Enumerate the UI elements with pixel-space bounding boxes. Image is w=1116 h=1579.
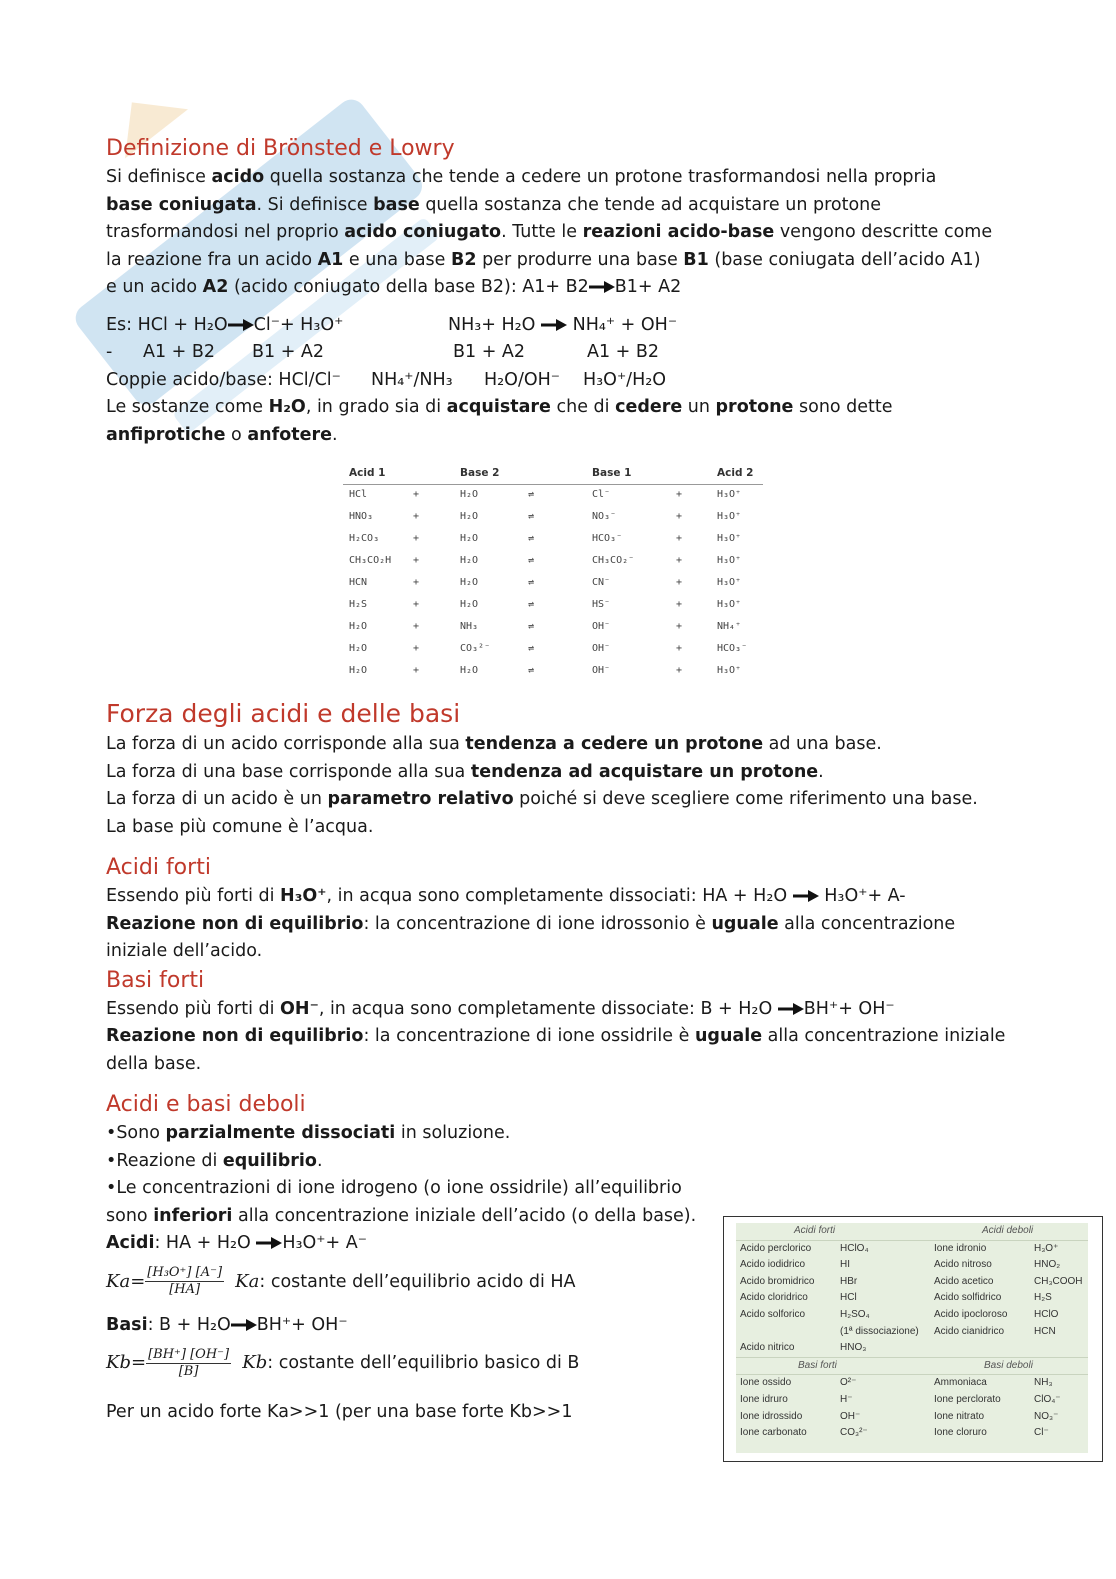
heading-strong-bases: Basi forti: [106, 967, 205, 993]
table-cell: +: [413, 577, 420, 588]
table-cell: Cl⁻: [592, 489, 611, 500]
table-cell: H₃O⁺: [717, 665, 742, 676]
table-cell: Ione ossido: [740, 1377, 792, 1389]
table-row: [736, 1392, 1088, 1409]
table-cell: HClO: [1034, 1308, 1059, 1320]
table-cell: Ione idruro: [740, 1393, 788, 1405]
table-cell: Acido acetico: [934, 1275, 994, 1287]
table-cell: HNO₃: [840, 1342, 867, 1354]
table-cell: Ione perclorato: [934, 1393, 1001, 1405]
table-row: [343, 661, 763, 683]
table-cell: Acido solfidrico: [934, 1292, 1002, 1304]
table-cell: Ione nitrato: [934, 1410, 985, 1422]
basi-equation: Basi: B + H₂O BH⁺+ OH⁻: [106, 1314, 348, 1335]
right-arrow-icon: [228, 319, 254, 331]
equilibrium-arrow-icon: ⇌: [528, 533, 535, 544]
table-cell: NH₄⁺: [717, 621, 742, 632]
table-cell: +: [676, 665, 683, 676]
table-cell: +: [413, 555, 420, 566]
equilibrium-arrow-icon: ⇌: [528, 489, 535, 500]
acid-table-header: Acidi forti Acidi deboli: [794, 1225, 1034, 1236]
table-cell: H₂O: [349, 665, 368, 676]
table-cell: Ione idrossido: [740, 1410, 803, 1422]
table-cell: HCN: [1034, 1325, 1056, 1337]
table-cell: H₂O: [460, 665, 479, 676]
table-cell: +: [676, 599, 683, 610]
table-row: [736, 1340, 1088, 1357]
table-cell: NO₃⁻: [592, 511, 617, 522]
table-cell: +: [676, 621, 683, 632]
table-cell: Acido nitroso: [934, 1259, 992, 1271]
table-cell: HNO₂: [1034, 1259, 1061, 1271]
table-cell: +: [676, 489, 683, 500]
table-cell: Acido ipocloroso: [934, 1308, 1008, 1320]
table-cell: Ione idronio: [934, 1242, 987, 1254]
table-cell: +: [413, 643, 420, 654]
table-cell: H₃O⁺: [717, 533, 742, 544]
table-cell: CN⁻: [592, 577, 611, 588]
table-cell: HCO₃⁻: [592, 533, 623, 544]
table-row: [343, 639, 763, 661]
table-row: [736, 1241, 1088, 1258]
table-cell: Ione cloruro: [934, 1427, 987, 1439]
table-cell: CH₃CO₂H: [349, 555, 392, 566]
table-cell: H₃O⁺: [717, 555, 742, 566]
table-cell: HCl: [349, 489, 368, 500]
table-row: [343, 507, 763, 529]
table-row: [343, 485, 763, 507]
bronsted-table-header: Acid 1 Base 2 Base 1 Acid 2: [349, 467, 754, 479]
table-cell: NH₃: [460, 621, 479, 632]
right-arrow-icon: [541, 319, 567, 331]
table-cell: H₂O: [460, 511, 479, 522]
right-arrow-icon: [793, 890, 819, 902]
table-cell: HCl: [840, 1292, 857, 1304]
table-cell: H₂S: [1034, 1292, 1052, 1304]
strong-weak-table-inner: [736, 1223, 1088, 1453]
table-cell: H₂O: [460, 533, 479, 544]
table-cell: OH⁻: [840, 1410, 861, 1422]
table-cell: Acido bromidrico: [740, 1275, 815, 1287]
right-arrow-icon: [778, 1003, 804, 1015]
table-cell: H₂S: [349, 599, 368, 610]
equilibrium-arrow-icon: ⇌: [528, 643, 535, 654]
table-cell: Acido cianidrico: [934, 1325, 1005, 1337]
table-cell: H₂O: [349, 621, 368, 632]
equilibrium-arrow-icon: ⇌: [528, 511, 535, 522]
table-row: [736, 1307, 1088, 1324]
table-cell: HBr: [840, 1275, 858, 1287]
table-cell: +: [676, 511, 683, 522]
paragraph-strong-acids: Essendo più forti di H₃O⁺, in acqua sono completamente dissociati: HA + H₂O H₃O⁺+ A- Reazione non di equilibrio: la concentrazione di ione idrossonio è uguale alla concentrazione iniziale dell’acido.: [106, 886, 956, 961]
table-cell: H₂SO₄: [840, 1308, 870, 1320]
table-cell: H₃O⁺: [717, 599, 742, 610]
table-cell: Ammoniaca: [934, 1377, 987, 1389]
table-cell: H₂O: [460, 489, 479, 500]
right-arrow-icon: [256, 1237, 282, 1249]
table-cell: NH₃: [1034, 1377, 1053, 1389]
table-row: [343, 617, 763, 639]
table-cell: +: [413, 489, 420, 500]
table-cell: NO₃⁻: [1034, 1410, 1059, 1422]
heading-strength: Forza degli acidi e delle basi: [106, 699, 461, 728]
table-cell: HS⁻: [592, 599, 611, 610]
equilibrium-arrow-icon: ⇌: [528, 621, 535, 632]
table-cell: CO₃²⁻: [840, 1427, 868, 1439]
table-row: [343, 595, 763, 617]
table-cell: H₂O: [460, 577, 479, 588]
table-cell: Acido cloridrico: [740, 1292, 808, 1304]
ka-formula: Ka= $\frac{\text{[H₃O⁺] [A⁻]}}{[HA]}$ Ka: costante dell’equilibrio acido di HA: [106, 1265, 576, 1297]
table-cell: HCO₃⁻: [717, 643, 748, 654]
table-row: [736, 1257, 1088, 1274]
table-cell: O²⁻: [840, 1377, 857, 1389]
table-row: [736, 1324, 1088, 1341]
equilibrium-arrow-icon: ⇌: [528, 577, 535, 588]
table-cell: Cl⁻: [1034, 1427, 1049, 1439]
equilibrium-arrow-icon: ⇌: [528, 599, 535, 610]
table-cell: +: [413, 599, 420, 610]
table-cell: +: [676, 577, 683, 588]
table-cell: HI: [840, 1259, 850, 1271]
table-cell: H₃O⁺: [717, 577, 742, 588]
table-cell: H₂O: [460, 555, 479, 566]
heading-weak: Acidi e basi deboli: [106, 1092, 306, 1117]
table-row: [736, 1274, 1088, 1291]
paragraph-weak: •Sono parzialmente dissociati in soluzione. •Reazione di equilibrio. •Le concentrazioni di ione idrogeno (o ione ossidrile) all’equilibrio sono inferiori alla concentrazione iniziale dell’acido (o della base). Acidi: HA + H₂O H₃O⁺+ A⁻: [106, 1123, 697, 1253]
table-row: [343, 573, 763, 595]
table-cell: H₂O: [460, 599, 479, 610]
table-cell: +: [676, 555, 683, 566]
table-cell: Acido nitrico: [740, 1342, 795, 1354]
table-cell: Acido iodidrico: [740, 1259, 806, 1271]
table-cell: H₂CO₃: [349, 533, 380, 544]
right-arrow-icon: [231, 1319, 257, 1331]
paragraph-strong-bases: Essendo più forti di OH⁻, in acqua sono completamente dissociate: B + H₂O BH⁺+ OH⁻ Reazione non di equilibrio: la concentrazione di ione ossidrile è uguale alla concentrazione iniziale della base.: [106, 998, 1006, 1074]
table-cell: OH⁻: [592, 665, 611, 676]
table-cell: +: [413, 511, 420, 522]
example-labels: - A1 + B2 B1 + A2 B1 + A2 A1 + B2: [106, 342, 660, 362]
table-cell: Acido perclorico: [740, 1242, 812, 1254]
table-cell: +: [413, 665, 420, 676]
table-cell: Acido solforico: [740, 1308, 806, 1320]
document-body: [106, 134, 1006, 449]
table-row: [736, 1425, 1088, 1442]
table-cell: HNO₃: [349, 511, 374, 522]
example-equations: Es: HCl + H₂O Cl⁻+ H₃O⁺ NH₃+ H₂O NH₄⁺ + OH⁻: [106, 314, 678, 335]
table-cell: +: [413, 621, 420, 632]
table-cell: H₃O⁺: [717, 489, 742, 500]
paragraph-amphoteric: Le sostanze come H₂O, in grado sia di acquistare che di cedere un protone sono dette anfiprotiche o anfotere.: [106, 397, 893, 445]
table-cell: (1ª dissociazione): [840, 1325, 919, 1337]
table-cell: +: [413, 533, 420, 544]
table-cell: +: [676, 643, 683, 654]
table-cell: ClO₄⁻: [1034, 1393, 1061, 1405]
table-cell: Ione carbonato: [740, 1427, 807, 1439]
table-cell: H₃O⁺: [1034, 1242, 1059, 1254]
table-cell: HCN: [349, 577, 368, 588]
table-row: [343, 551, 763, 573]
equilibrium-arrow-icon: ⇌: [528, 665, 535, 676]
table-row: [736, 1290, 1088, 1307]
table-row: [343, 529, 763, 551]
conjugate-pairs: Coppie acido/base: HCl/Cl⁻ NH₄⁺/NH₃ H₂O/OH⁻ H₃O⁺/H₂O: [106, 369, 667, 390]
bronsted-table: [343, 463, 763, 683]
right-arrow-icon: [589, 281, 615, 293]
table-cell: CH₃COOH: [1034, 1275, 1083, 1287]
final-note: Per un acido forte Ka>>1 (per una base forte Kb>>1: [106, 1402, 573, 1422]
table-row: [736, 1409, 1088, 1426]
base-table-header: Basi forti Basi deboli: [798, 1359, 1033, 1371]
table-cell: H⁻: [840, 1393, 853, 1405]
paragraph-strength: La forza di un acido corrisponde alla sua tendenza a cedere un protone ad una base. La forza di una base corrisponde alla sua tendenza ad acquistare un protone. La forza di un acido è un parametro relativo poiché si deve scegliere come riferimento una base. La base più comune è l’acqua.: [106, 734, 978, 837]
table-cell: H₂O: [349, 643, 368, 654]
table-row: [736, 1375, 1088, 1392]
kb-formula: Kb= $\frac{[BH^+] [OH^-]}{[B]}$ Kb: costante dell’equilibrio basico di B: [106, 1346, 580, 1379]
table-cell: OH⁻: [592, 621, 611, 632]
heading-strong-acids: Acidi forti: [106, 855, 211, 880]
table-cell: +: [676, 533, 683, 544]
table-cell: OH⁻: [592, 643, 611, 654]
table-cell: HClO₄: [840, 1242, 869, 1254]
paragraph-definition: Si definisce acido quella sostanza che tende a cedere un protone trasformandosi nella propria base coniugata. Si definisce base quella sostanza che tende ad acquistare un protone trasformandosi nel proprio acido coniugato. Tutte le reazioni acido-base vengono descritte come la reazione fra un acido A1 e una base B2 per produrre una base B1 (base coniugata dell’acido A1) e un acido A2 (acido coniugato della base B2): A1+ B2 B1+ A2: [106, 167, 993, 297]
heading-bronsted: Definizione di Brönsted e Lowry: [106, 136, 455, 161]
strong-weak-table: [723, 1216, 1103, 1462]
table-cell: CH₃CO₂⁻: [592, 555, 635, 566]
table-cell: H₃O⁺: [717, 511, 742, 522]
equilibrium-arrow-icon: ⇌: [528, 555, 535, 566]
table-cell: CO₃²⁻: [460, 643, 491, 654]
